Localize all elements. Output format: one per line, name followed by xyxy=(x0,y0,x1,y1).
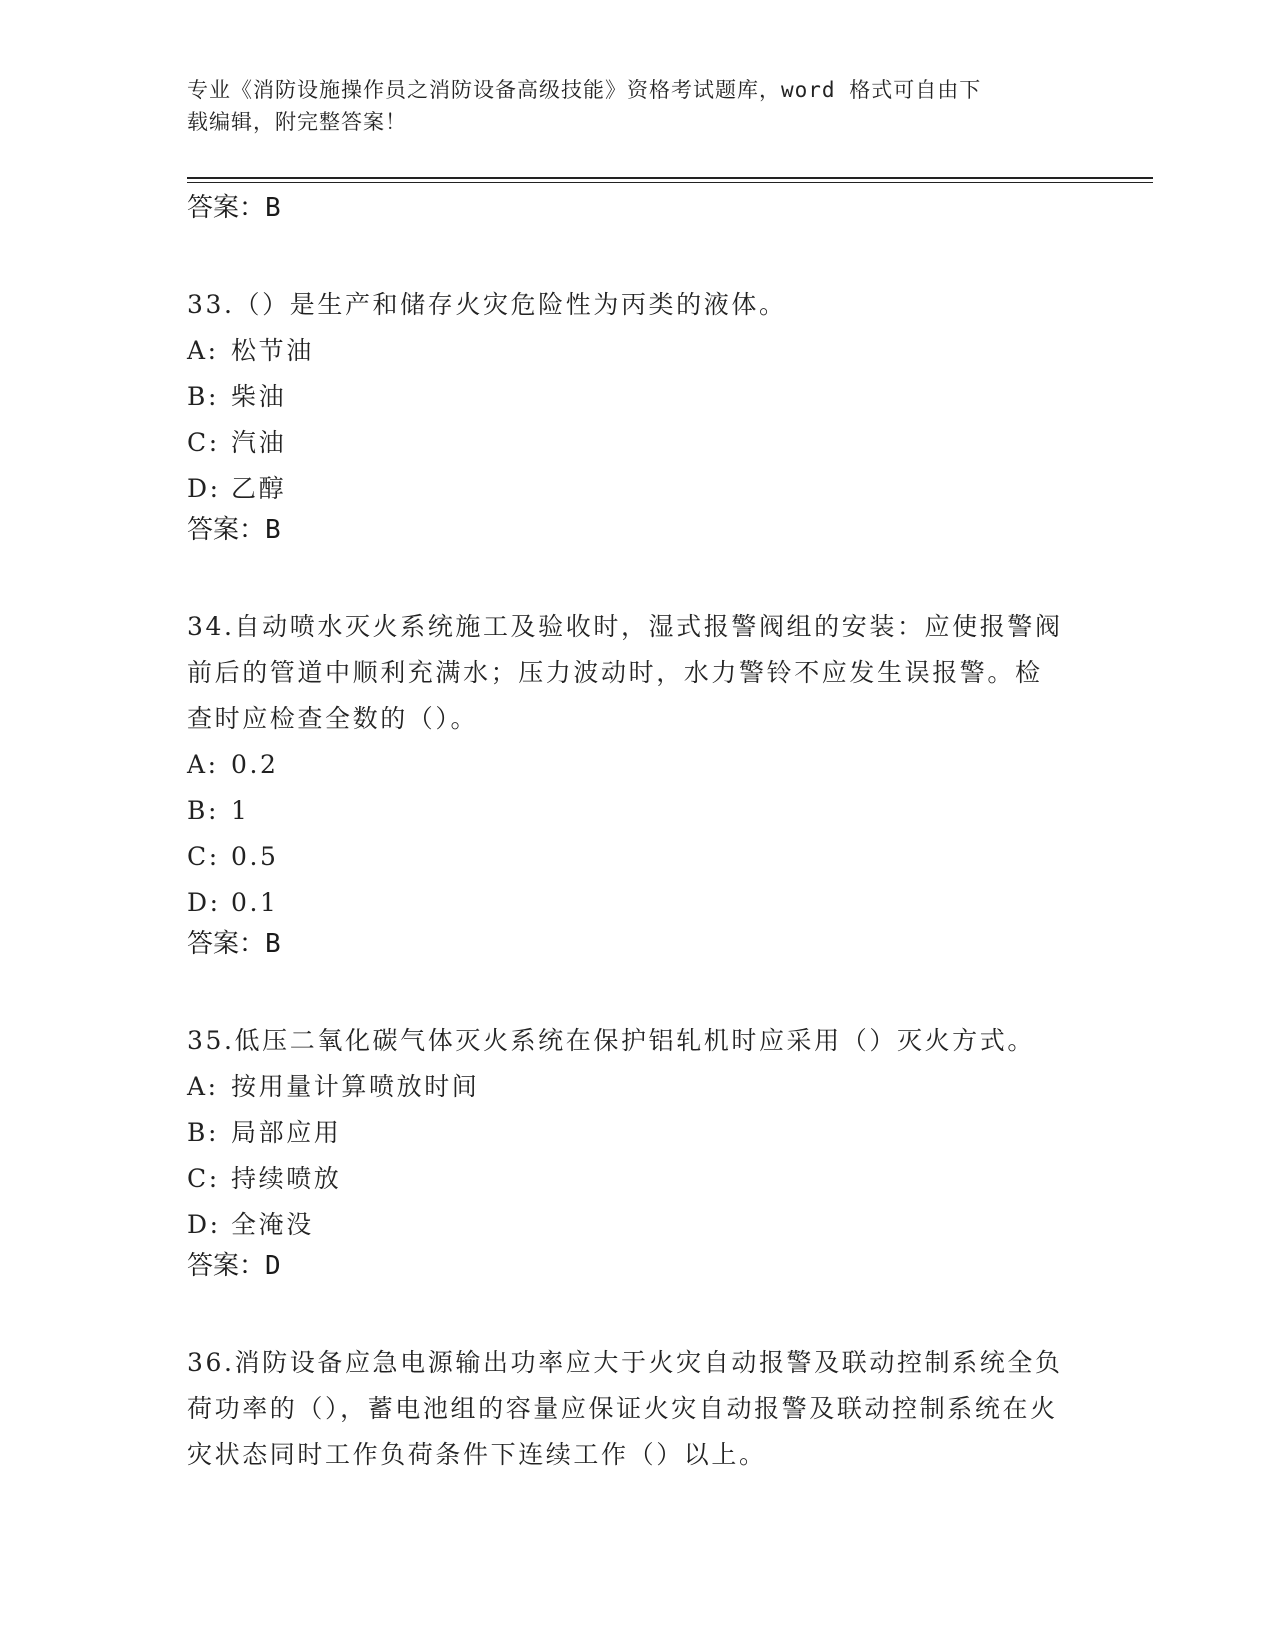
option-text: 0.1 xyxy=(231,888,279,917)
option-text: 按用量计算喷放时间 xyxy=(231,1072,480,1101)
option-letter: A: xyxy=(187,750,219,779)
option-a xyxy=(187,328,1087,374)
page-header xyxy=(187,74,1077,138)
option-letter: D: xyxy=(187,474,221,503)
option-letter: B: xyxy=(187,796,219,825)
option-text: 乙醇 xyxy=(231,474,287,503)
question-stem: 35.低压二氧化碳气体灭火系统在保护铝轧机时应采用（）灭火方式。 xyxy=(187,1026,1035,1055)
option-text: 持续喷放 xyxy=(231,1164,342,1193)
option-text: 柴油 xyxy=(231,382,287,411)
spacer xyxy=(187,556,1087,604)
option-letter: C: xyxy=(187,842,220,871)
question-36 xyxy=(187,1340,1087,1478)
question-35 xyxy=(187,1018,1087,1292)
option-a xyxy=(187,742,1087,788)
option-text: 松节油 xyxy=(231,336,314,365)
spacer xyxy=(187,234,1087,282)
question-stem: 33.（）是生产和储存火灾危险性为丙类的液体。 xyxy=(187,290,787,319)
option-letter: D: xyxy=(187,888,221,917)
option-text: 局部应用 xyxy=(231,1118,342,1147)
option-letter: A: xyxy=(187,1072,219,1101)
header-line-2: 载编辑，附完整答案！ xyxy=(187,110,407,134)
previous-answer: 答案：B xyxy=(187,193,281,223)
spacer xyxy=(187,970,1087,1018)
header-line-1: 专业《消防设施操作员之消防设备高级技能》资格考试题库，word 格式可自由下 xyxy=(187,78,982,102)
answer: 答案：B xyxy=(187,515,281,545)
option-text: 0.2 xyxy=(231,750,279,779)
option-d xyxy=(187,1202,1087,1248)
option-letter: C: xyxy=(187,1164,220,1193)
option-text: 汽油 xyxy=(231,428,287,457)
option-text: 1 xyxy=(231,796,250,825)
option-b xyxy=(187,788,1087,834)
spacer xyxy=(187,1292,1087,1340)
option-d xyxy=(187,880,1087,926)
option-letter: A: xyxy=(187,336,219,365)
option-letter: C: xyxy=(187,428,220,457)
option-c xyxy=(187,1156,1087,1202)
option-b xyxy=(187,374,1087,420)
option-letter: B: xyxy=(187,1118,219,1147)
option-letter: D: xyxy=(187,1210,221,1239)
header-rule-thin xyxy=(187,182,1153,183)
option-d xyxy=(187,466,1087,512)
question-34 xyxy=(187,604,1087,970)
answer: 答案：D xyxy=(187,1251,281,1281)
header-rule-thick xyxy=(187,177,1153,179)
question-stem: 34.自动喷水灭火系统施工及验收时，湿式报警阀组的安装：应使报警阀前后的管道中顺利充满水；压力波动时，水力警铃不应发生误报警。检查时应检查全数的（）。 xyxy=(187,612,1063,733)
option-c xyxy=(187,420,1087,466)
option-text: 0.5 xyxy=(231,842,279,871)
option-a xyxy=(187,1064,1087,1110)
question-list xyxy=(187,190,1087,1478)
option-letter: B: xyxy=(187,382,219,411)
option-c xyxy=(187,834,1087,880)
option-b xyxy=(187,1110,1087,1156)
question-33 xyxy=(187,282,1087,556)
option-text: 全淹没 xyxy=(231,1210,314,1239)
question-stem: 36.消防设备应急电源输出功率应大于火灾自动报警及联动控制系统全负荷功率的（），蓄电池组的容量应保证火灾自动报警及联动控制系统在火灾状态同时工作负荷条件下连续工作（）以上。 xyxy=(187,1348,1063,1469)
answer: 答案：B xyxy=(187,929,281,959)
